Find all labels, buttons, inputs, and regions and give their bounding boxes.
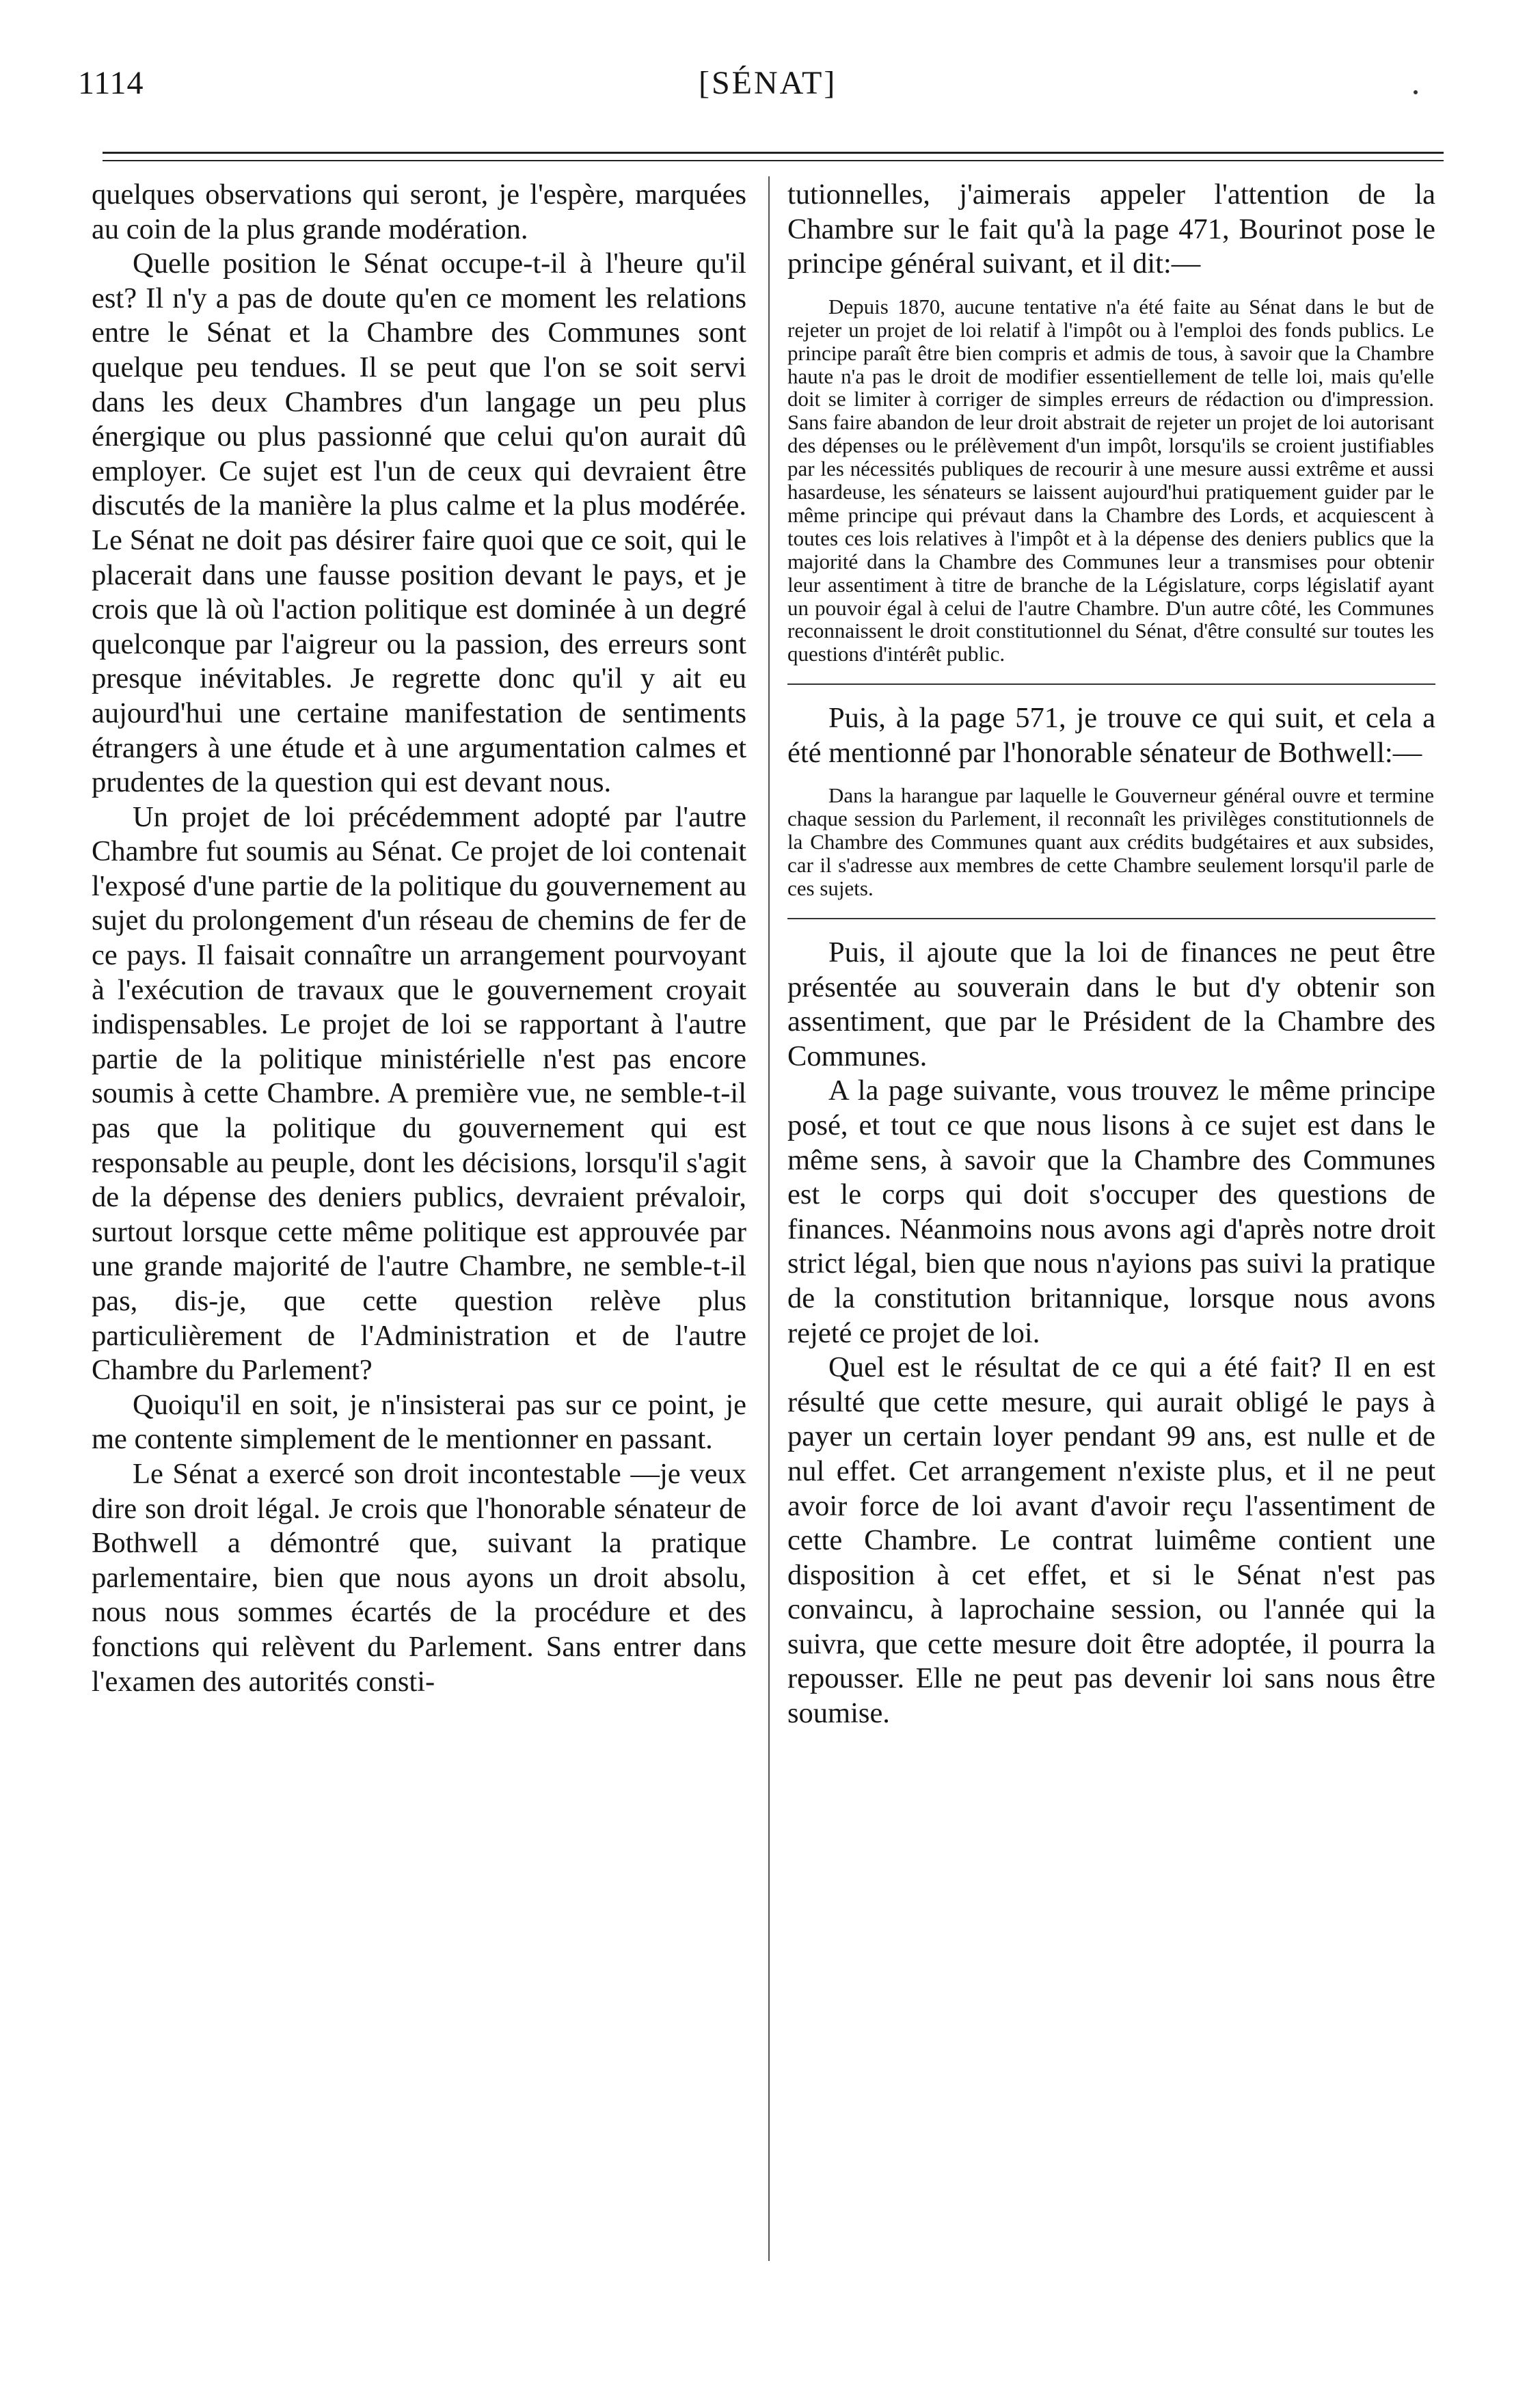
quote-separator-2 xyxy=(787,918,1435,919)
left-paragraph-5: Le Sénat a exercé son droit incontestable —je veux dire son droit légal. Je crois que l'honorable sénateur de Bothwell a démontré que, suivant la pratique parlementaire, bien que nous ayons un droit absolu, nous nous sommes écartés de la procédure et des fonctions qui relèvent du Parlement. Sans entrer dans l'examen des autorités consti- xyxy=(92,1457,746,1698)
speck xyxy=(1414,90,1418,94)
right-paragraph-4: A la page suivante, vous trouvez le même principe posé, et tout ce que nous lisons à ce sujet est dans le même sens, à savoir que la Chambre des Communes est le corps qui doit s'occuper des questions de finances. Néanmoins nous avons agi d'après notre droit strict légal, bien que nous n'ayions pas suivi la pratique de la constitution britannique, lorsque nous avons rejeté ce projet de loi. xyxy=(787,1074,1435,1349)
left-paragraph-1: quelques observations qui seront, je l'espère, marquées au coin de la plus grande modération. xyxy=(92,178,746,245)
right-paragraph-1: tutionnelles, j'aimerais appeler l'attention de la Chambre sur le fait qu'à la page 471, Bourinot pose le principe général suivant, et il dit:— xyxy=(787,178,1435,280)
block-quote-2: Dans la harangue par laquelle le Gouverneur général ouvre et termine chaque session du Parlement, il reconnaît les privilèges constitutionnels de la Chambre des Communes quant aux crédits budgétaires et aux subsides, car il s'adresse aux membres de cette Chambre seulement lorsqu'il parle de ces sujets. xyxy=(787,783,1434,901)
left-column xyxy=(92,178,746,1699)
page-number: 1114 xyxy=(78,65,144,101)
right-column xyxy=(787,178,1435,1731)
left-paragraph-3: Un projet de loi précédemment adopté par l'autre Chambre fut soumis au Sénat. Ce projet de loi contenait l'exposé d'une partie de la politique du gouvernement au sujet du prolongement d'un réseau de chemins de fer de ce pays. Il faisait connaître un arrangement pourvoyant à l'exécution de travaux que le gouvernement croyait indispensables. Le projet de loi se rapportant à l'autre partie de la politique ministérielle n'est pas encore soumis à cette Chambre. A première vue, ne semble-t-il pas que la politique du gouvernement qui est responsable au peuple, dont les décisions, lorsqu'il s'agit de la dépense des deniers publics, devraient prévaloir, surtout lorsque cette même politique est approuvée par une grande majorité de l'autre Chambre, ne semble-t-il pas, dis-je, que cette question relève plus particulièrement de l'Administration et de l'autre Chambre du Parlement? xyxy=(92,800,746,1387)
right-paragraph-5: Quel est le résultat de ce qui a été fait? Il en est résulté que cette mesure, qui aurait obligé le pays à payer un certain loyer pendant 99 ans, est nulle et de nul effet. Cet arrangement n'existe plus, et il ne peut avoir force de loi avant d'avoir reçu l'assentiment de cette Chambre. Le contrat luimême contient une disposition à cet effet, et si le Sénat n'est pas convaincu, à laprochaine session, ou l'année qui la suivra, que cette mesure doit être adoptée, il pourra la repousser. Elle ne peut pas devenir loi sans nous être soumise. xyxy=(787,1351,1435,1730)
quote-separator-1 xyxy=(787,683,1435,685)
header-rule-top xyxy=(103,152,1444,154)
left-paragraph-2: Quelle position le Sénat occupe-t-il à l'heure qu'il est? Il n'y a pas de doute qu'en ce moment les relations entre le Sénat et la Chambre des Communes sont quelque peu tendues. Il se peut que l'on se soit servi dans les deux Chambres d'un langage un peu plus énergique ou plus passionné que celui qu'on aurait dû employer. Ce sujet est l'un de ceux qui devraient être discutés de la manière la plus calme et la plus modérée. Le Sénat ne doit pas désirer faire quoi que ce soit, qui le placerait dans une fausse position devant le pays, et je crois que là où l'action politique est dominée à un degré quelconque par l'aigreur ou la passion, des erreurs sont presque inévitables. Je regrette donc qu'il y ait eu aujourd'hui une certaine manifestation de sentiments étrangers à une étude et à une argumentation calmes et prudentes de la question qui est devant nous. xyxy=(92,247,746,799)
right-paragraph-2: Puis, à la page 571, je trouve ce qui suit, et cela a été mentionné par l'honorable sénateur de Bothwell:— xyxy=(787,702,1435,769)
running-title: [SÉNAT] xyxy=(699,65,837,101)
block-quote-1: Depuis 1870, aucune tentative n'a été faite au Sénat dans le but de rejeter un projet de loi relatif à l'impôt ou à l'emploi des fonds publics. Le principe paraît être bien compris et admis de tous, à savoir que la Chambre haute n'a pas le droit de modifier essentiellement de telle loi, mais qu'elle doit se limiter à corriger de simples erreurs de rédaction ou d'impression. Sans faire abandon de leur droit abstrait de rejeter un projet de loi autorisant des dépenses ou le prélèvement d'un impôt, lorsqu'ils se croient justifiables par les nécessités publiques de recourir à une mesure aussi extrême et aussi hasardeuse, les sénateurs se laissent aujourd'hui pratiquement guider par le même principe qui prévaut dans la Chambre des Lords, et acquiescent à toutes ces lois relatives à l'impôt et à la dépense des deniers publics que la majorité dans la Chambre des Communes leur a transmises pour obtenir leur assentiment à titre de branche de la Législature, corps législatif ayant un pouvoir égal à celui de l'autre Chambre. D'un autre côté, les Communes reconnaissent le droit constitutionnel du Sénat, d'être consulté sur toutes les questions d'intérêt public. xyxy=(787,294,1434,666)
right-paragraph-3: Puis, il ajoute que la loi de finances ne peut être présentée au souverain dans le but d'y obtenir son assentiment, que par le Président de la Chambre des Communes. xyxy=(787,936,1435,1072)
column-divider xyxy=(768,176,770,2261)
left-paragraph-4: Quoiqu'il en soit, je n'insisterai pas sur ce point, je me contente simplement de le mentionner en passant. xyxy=(92,1388,746,1456)
header-rule-bottom xyxy=(103,160,1444,161)
